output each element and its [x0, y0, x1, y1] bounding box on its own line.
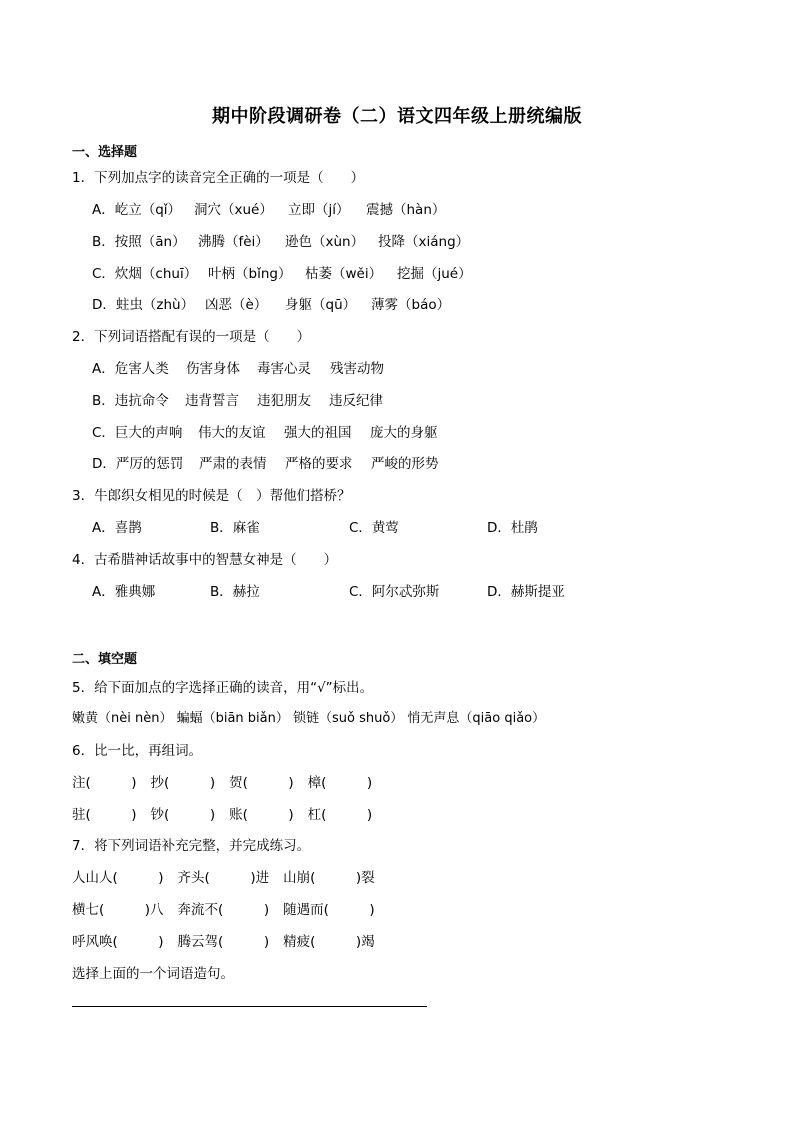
question-4-stem: 4．古希腊神话故事中的智慧女神是（ ）: [72, 552, 338, 568]
question-5-stem: 5．给下面加点的字选择正确的读音，用“√”标出。: [72, 680, 374, 696]
question-7-row-3: 呼风唤( ) 腾云驾( ) 精疲( )竭: [72, 934, 375, 950]
question-7-stem: 7．将下列词语补充完整，并完成练习。: [72, 838, 311, 854]
question-7-row-1: 人山人( ) 齐头( )进 山崩( )裂: [72, 870, 375, 886]
question-7-row-2: 横七( )八 奔流不( ) 随遇而( ): [72, 902, 375, 918]
section-heading-choice: 一、选择题: [72, 145, 138, 160]
question-6-row-2: 驻( ) 钞( ) 账( ) 杠( ): [72, 807, 373, 823]
question-6-row-1: 注( ) 抄( ) 贺( ) 樟( ): [72, 775, 373, 791]
question-2-stem: 2．下列词语搭配有误的一项是（ ）: [72, 329, 311, 345]
question-5-pinyin-line: 嫩黄（nèi nèn） 蝙蝠（biān biǎn） 锁链（suǒ shuǒ） 悄无声息（qiāo qiǎo）: [72, 711, 546, 726]
answer-line[interactable]: [72, 1006, 427, 1007]
question-1-stem: 1．下列加点字的读音完全正确的一项是（ ）: [72, 170, 365, 186]
question-6-stem: 6．比一比，再组词。: [72, 743, 203, 759]
question-3-stem: 3．牛郎织女相见的时候是（ ）帮他们搭桥？: [72, 488, 351, 504]
question-7-sentence-prompt: 选择上面的一个词语造句。: [72, 966, 234, 982]
exam-page: 期中阶段调研卷（二）语文四年级上册统编版 一、选择题 1．下列加点字的读音完全正确的一项是（ ） A．屹立（qǐ） 洞穴（xué） 立即（jí） 震撼（hàn） B．按照（ān） 沸腾（fèi） 逊色（xùn） 投降（xiáng） C．炊烟（chuī） 叶柄（bǐng） 枯萎（wěi） 挖掘（jué） D．蛀虫（zhù） 凶恶（è） 身躯（qū） 薄雾（báo） 2．下列词语搭配有误的一项是（ ） A．危害人类 伤害身体 毒害心灵 残害动物 B．违抗命令 违背誓言 违犯朋友 违反纪律 C．巨大的声响 伟大的友谊 强大的祖国 庞大的身躯 D．严厉的惩罚 严肃的表情 严格的要求 严峻的形势 3．牛郎织女相见的时候是（ ）帮他们搭桥？ A．喜鹊 B．麻雀 C．黄莺 D．杜鹃 4．古希腊神话故事中的智慧女神是（ ） A．雅典娜 B．赫拉 C．阿尔忒弥斯 D．赫斯提亚 二、填空题 5．给下面加点的字选择正确的读音，用“√”标出。 嫩黄（nèi nèn） 蝙蝠（biān biǎn） 锁链（suǒ shuǒ） 悄无声息（qiāo qiǎo） 6．比一比，再组词。 注( ) 抄( ) 贺( ) 樟( ) 驻( ) 钞( ) 账( ) 杠( ) 7．将下列词语补充完整，并完成练习。 人山人( ) 齐头( )进 山崩( )裂 横七( )八 奔流不( ) 随遇而( ) 呼风唤( ) 腾云驾( ) 精疲( )竭 选择上面的一个词语造句。: [0, 0, 794, 1123]
section-heading-fill: 二、填空题: [72, 652, 138, 667]
page-title: 期中阶段调研卷（二）语文四年级上册统编版: [212, 106, 582, 127]
